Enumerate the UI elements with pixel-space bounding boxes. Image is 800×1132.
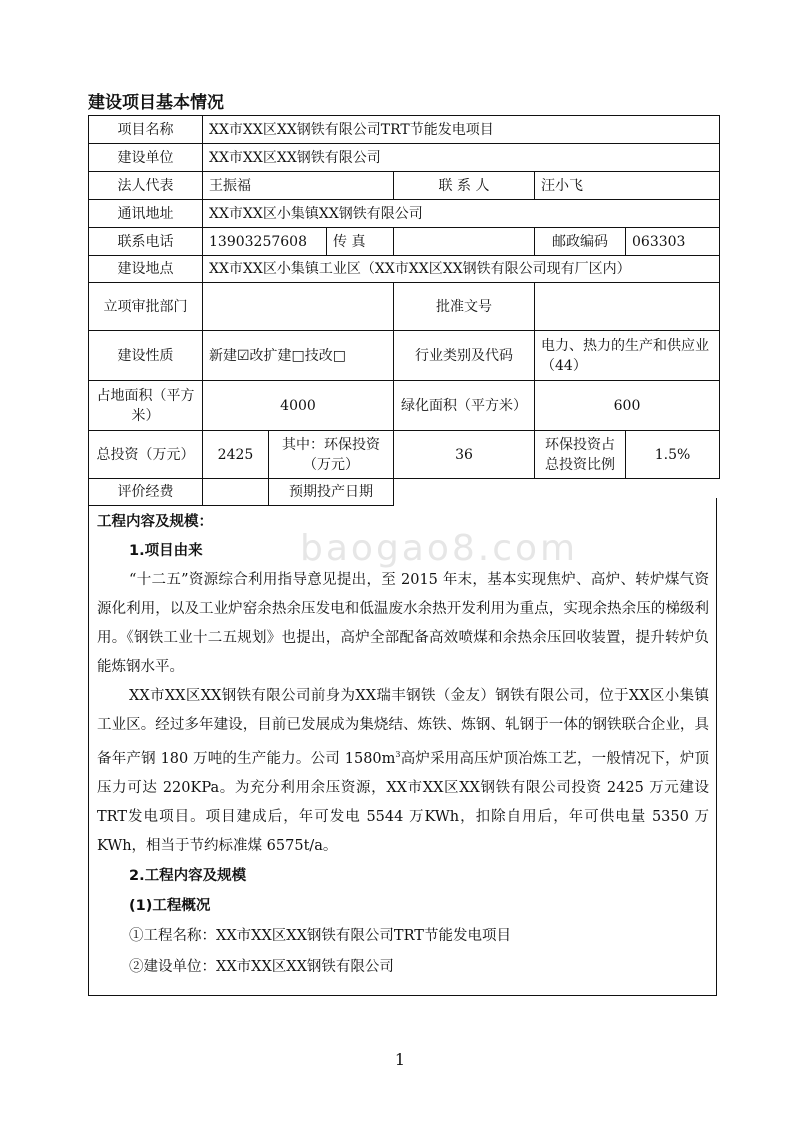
project-name-label: 项目名称 [89, 116, 203, 144]
prod-date-label: 预期投产日期 [269, 479, 394, 506]
industry-label: 行业类别及代码 [394, 331, 535, 381]
project-name-value: XX市XX区XX钢铁有限公司TRT节能发电项目 [203, 116, 720, 144]
nature-value: 新建☑改扩建□技改□ [203, 331, 394, 381]
table-row [89, 172, 720, 200]
approval-no-value [535, 283, 720, 331]
table-row [89, 200, 720, 228]
green-label: 绿化面积（平方米） [394, 381, 535, 431]
approval-no-label: 批准文号 [394, 283, 535, 331]
table-row [89, 228, 720, 256]
contact-value: 汪小飞 [535, 172, 720, 200]
env-ratio-value: 1.5% [626, 431, 720, 479]
industry-value: 电力、热力的生产和供应业（44） [535, 331, 720, 381]
paragraph-1: “十二五”资源综合利用指导意见提出，至 2015 年末，基本实现焦炉、高炉、转炉煤气资源化利用，以及工业炉窑余热余压发电和低温废水余热开发利用为重点，实现余热余压的梯级利用。《钢铁工业十二五规划》也提出，高炉全部配备高效喷煤和余热余压回收装置，提升转炉负能炼钢水平。 [97, 572, 709, 675]
paragraph-2-a: XX市XX区XX钢铁有限公司前身为XX瑞丰钢铁（金友）钢铁有限公司，位于XX区小集镇工业区。经过多年建设，目前已发展成为集烧结、炼铁、炼钢、轧钢于一体的钢铁联合企业，具备年产钢 180 万吨的生产能力。公司 1580m [97, 688, 709, 767]
env-invest-label: 其中：环保投资（万元） [269, 431, 394, 479]
item-builder: ②建设单位：XX市XX区XX钢铁有限公司 [129, 958, 394, 975]
table-row [89, 381, 720, 431]
site-label: 建设地点 [89, 256, 203, 283]
section-2-1-title: (1)工程概况 [129, 897, 211, 914]
approval-dept-label: 立项审批部门 [89, 283, 203, 331]
table-row [89, 331, 720, 381]
green-value: 600 [535, 381, 720, 431]
table-row [89, 144, 720, 172]
address-label: 通讯地址 [89, 200, 203, 228]
item-project-name: ①工程名称：XX市XX区XX钢铁有限公司TRT节能发电项目 [129, 927, 511, 944]
table-row [89, 431, 720, 479]
section-2-title: 2.工程内容及规模 [129, 867, 247, 884]
phone-label: 联系电话 [89, 228, 203, 256]
postcode-value: 063303 [626, 228, 720, 256]
legal-rep-label: 法人代表 [89, 172, 203, 200]
eval-fee-label: 评价经费 [89, 479, 203, 506]
contact-label: 联 系 人 [394, 172, 535, 200]
project-content [97, 508, 709, 983]
superscript-3: 3 [395, 750, 401, 759]
address-value: XX市XX区小集镇XX钢铁有限公司 [203, 200, 720, 228]
approval-dept-value [203, 283, 394, 331]
page-number: 1 [394, 1050, 406, 1069]
project-info-table [88, 115, 720, 506]
table-row [89, 256, 720, 283]
fax-label: 传 真 [327, 228, 394, 256]
paragraph-2 [97, 682, 709, 861]
table-row [89, 116, 720, 144]
invest-value: 2425 [203, 431, 269, 479]
builder-label: 建设单位 [89, 144, 203, 172]
nature-label: 建设性质 [89, 331, 203, 381]
site-value: XX市XX区小集镇工业区（XX市XX区XX钢铁有限公司现有厂区内） [203, 256, 720, 283]
paragraph-2-b: 高炉采用高压炉顶冶炼工艺，一般情况下，炉顶压力可达 220KPa。为充分利用余压资源，XX市XX区XX钢铁有限公司投资 2425 万元建设TRT发电项目。项目建成后，年可发电 5544 万KWh，扣除自用后，年可供电量 5350 万KWh，相当于节约标准煤 6575t/a。 [97, 750, 710, 854]
table-row [89, 283, 720, 331]
env-ratio-label: 环保投资占总投资比例 [535, 431, 626, 479]
section-1-title: 1.项目由来 [129, 543, 203, 559]
section-title: 建设项目基本情况 [88, 93, 224, 113]
phone-value: 13903257608 [203, 228, 327, 256]
legal-rep-value: 王振福 [203, 172, 394, 200]
watermark: baogao8.com [300, 528, 579, 569]
builder-value: XX市XX区XX钢铁有限公司 [203, 144, 720, 172]
area-label: 占地面积（平方米） [89, 381, 203, 431]
env-invest-value: 36 [394, 431, 535, 479]
invest-label: 总投资（万元） [89, 431, 203, 479]
area-value: 4000 [203, 381, 394, 431]
fax-value [394, 228, 535, 256]
content-heading: 工程内容及规模： [97, 514, 213, 530]
postcode-label: 邮政编码 [535, 228, 626, 256]
